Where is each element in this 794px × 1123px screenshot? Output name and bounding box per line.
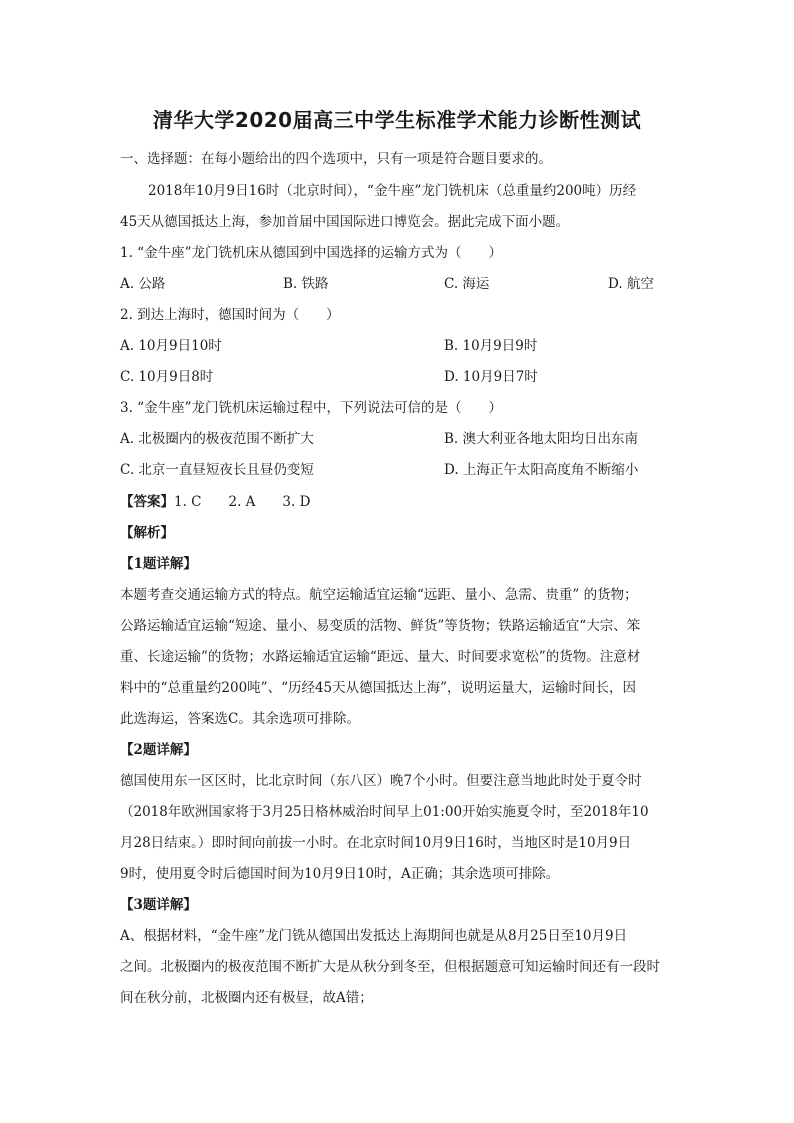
question-3: 3. “金牛座”龙门铣机床运输过程中，下列说法可信的是（ ）: [120, 400, 502, 416]
detail-1-line: 公路运输适宜运输“短途、量小、易变质的活物、鲜货”等货物；铁路运输适宜“大宗、笨: [120, 618, 641, 634]
detail-2-line: 9时，使用夏令时后德国时间为10月9日10时，A正确；其余选项可排除。: [120, 866, 560, 882]
detail-1-line: 此选海运，答案选C。其余选项可排除。: [120, 711, 360, 727]
answer-label: 【答案】: [120, 494, 174, 510]
detail-2-line: （2018年欧洲国家将于3月25日格林威治时间早上01:00开始实施夏令时，至2018年10: [120, 804, 649, 820]
q2-option-c: C. 10月9日8时: [120, 369, 214, 385]
detail-2-line: 月28日结束。）即时间向前拔一小时。在北京时间10月9日16时，当地区时是10月9日: [120, 835, 632, 851]
stem-line-2: 45天从德国抵达上海，参加首届中国国际进口博览会。据此完成下面小题。: [120, 214, 570, 230]
section-heading: 一、选择题：在每小题给出的四个选项中，只有一项是符合题目要求的。: [120, 151, 552, 167]
q3-option-b: B. 澳大利亚各地太阳均日出东南: [444, 431, 639, 447]
q2-option-b: B. 10月9日9时: [444, 338, 538, 354]
q1-option-b: B. 铁路: [283, 276, 329, 292]
q3-option-c: C. 北京一直昼短夜长且昼仍变短: [120, 462, 314, 478]
detail-3-line: 之间。北极圈内的极夜范围不断扩大是从秋分到冬至，但根据题意可知运输时间还有一段时: [120, 959, 660, 975]
stem-line-1: 2018年10月9日16时（北京时间），“金牛座”龙门铣机床（总重量约200吨）历经: [148, 183, 637, 199]
q2-option-d: D. 10月9日7时: [444, 369, 538, 385]
analysis-label: 【解析】: [120, 525, 174, 541]
detail-2-line: 德国使用东一区区时，比北京时间（东八区）晚7个小时。但要注意当地此时处于夏令时: [120, 773, 642, 789]
question-1: 1. “金牛座”龙门铣机床从德国到中国选择的运输方式为（ ）: [120, 245, 502, 261]
q3-option-a: A. 北极圈内的极夜范围不断扩大: [120, 431, 314, 447]
q2-option-a: A. 10月9日10时: [120, 338, 222, 354]
q1-option-c: C. 海运: [444, 276, 490, 292]
q1-option-a: A. 公路: [120, 276, 166, 292]
detail-2-label: 【2题详解】: [120, 742, 197, 758]
detail-1-label: 【1题详解】: [120, 556, 197, 572]
detail-3-line: A、根据材料，“金牛座”龙门铣从德国出发抵达上海期间也就是从8月25日至10月9日: [120, 928, 628, 944]
question-2: 2. 到达上海时，德国时间为（ ）: [120, 307, 340, 323]
detail-1-line: 重、长途运输”的货物；水路运输适宜运输“距远、量大、时间要求宽松”的货物。注意材: [120, 649, 641, 665]
answer-line: [120, 490, 310, 510]
detail-1-line: 料中的“总重量约200吨”、“历经45天从德国抵达上海”，说明运量大，运输时间长，因: [120, 680, 637, 696]
detail-3-line: 间在秋分前，北极圈内还有极昼，故A错；: [120, 990, 373, 1006]
q1-option-d: D. 航空: [608, 276, 654, 292]
detail-1-line: 本题考查交通运输方式的特点。航空运输适宜运输“远距、量小、急需、贵重” 的货物；: [120, 587, 638, 603]
document-title: 清华大学2020届高三中学生标准学术能力诊断性测试: [152, 108, 642, 132]
answer-value: 1. C 2. A 3. D: [174, 494, 311, 510]
detail-3-label: 【3题详解】: [120, 897, 197, 913]
q3-option-d: D. 上海正午太阳高度角不断缩小: [444, 462, 639, 478]
